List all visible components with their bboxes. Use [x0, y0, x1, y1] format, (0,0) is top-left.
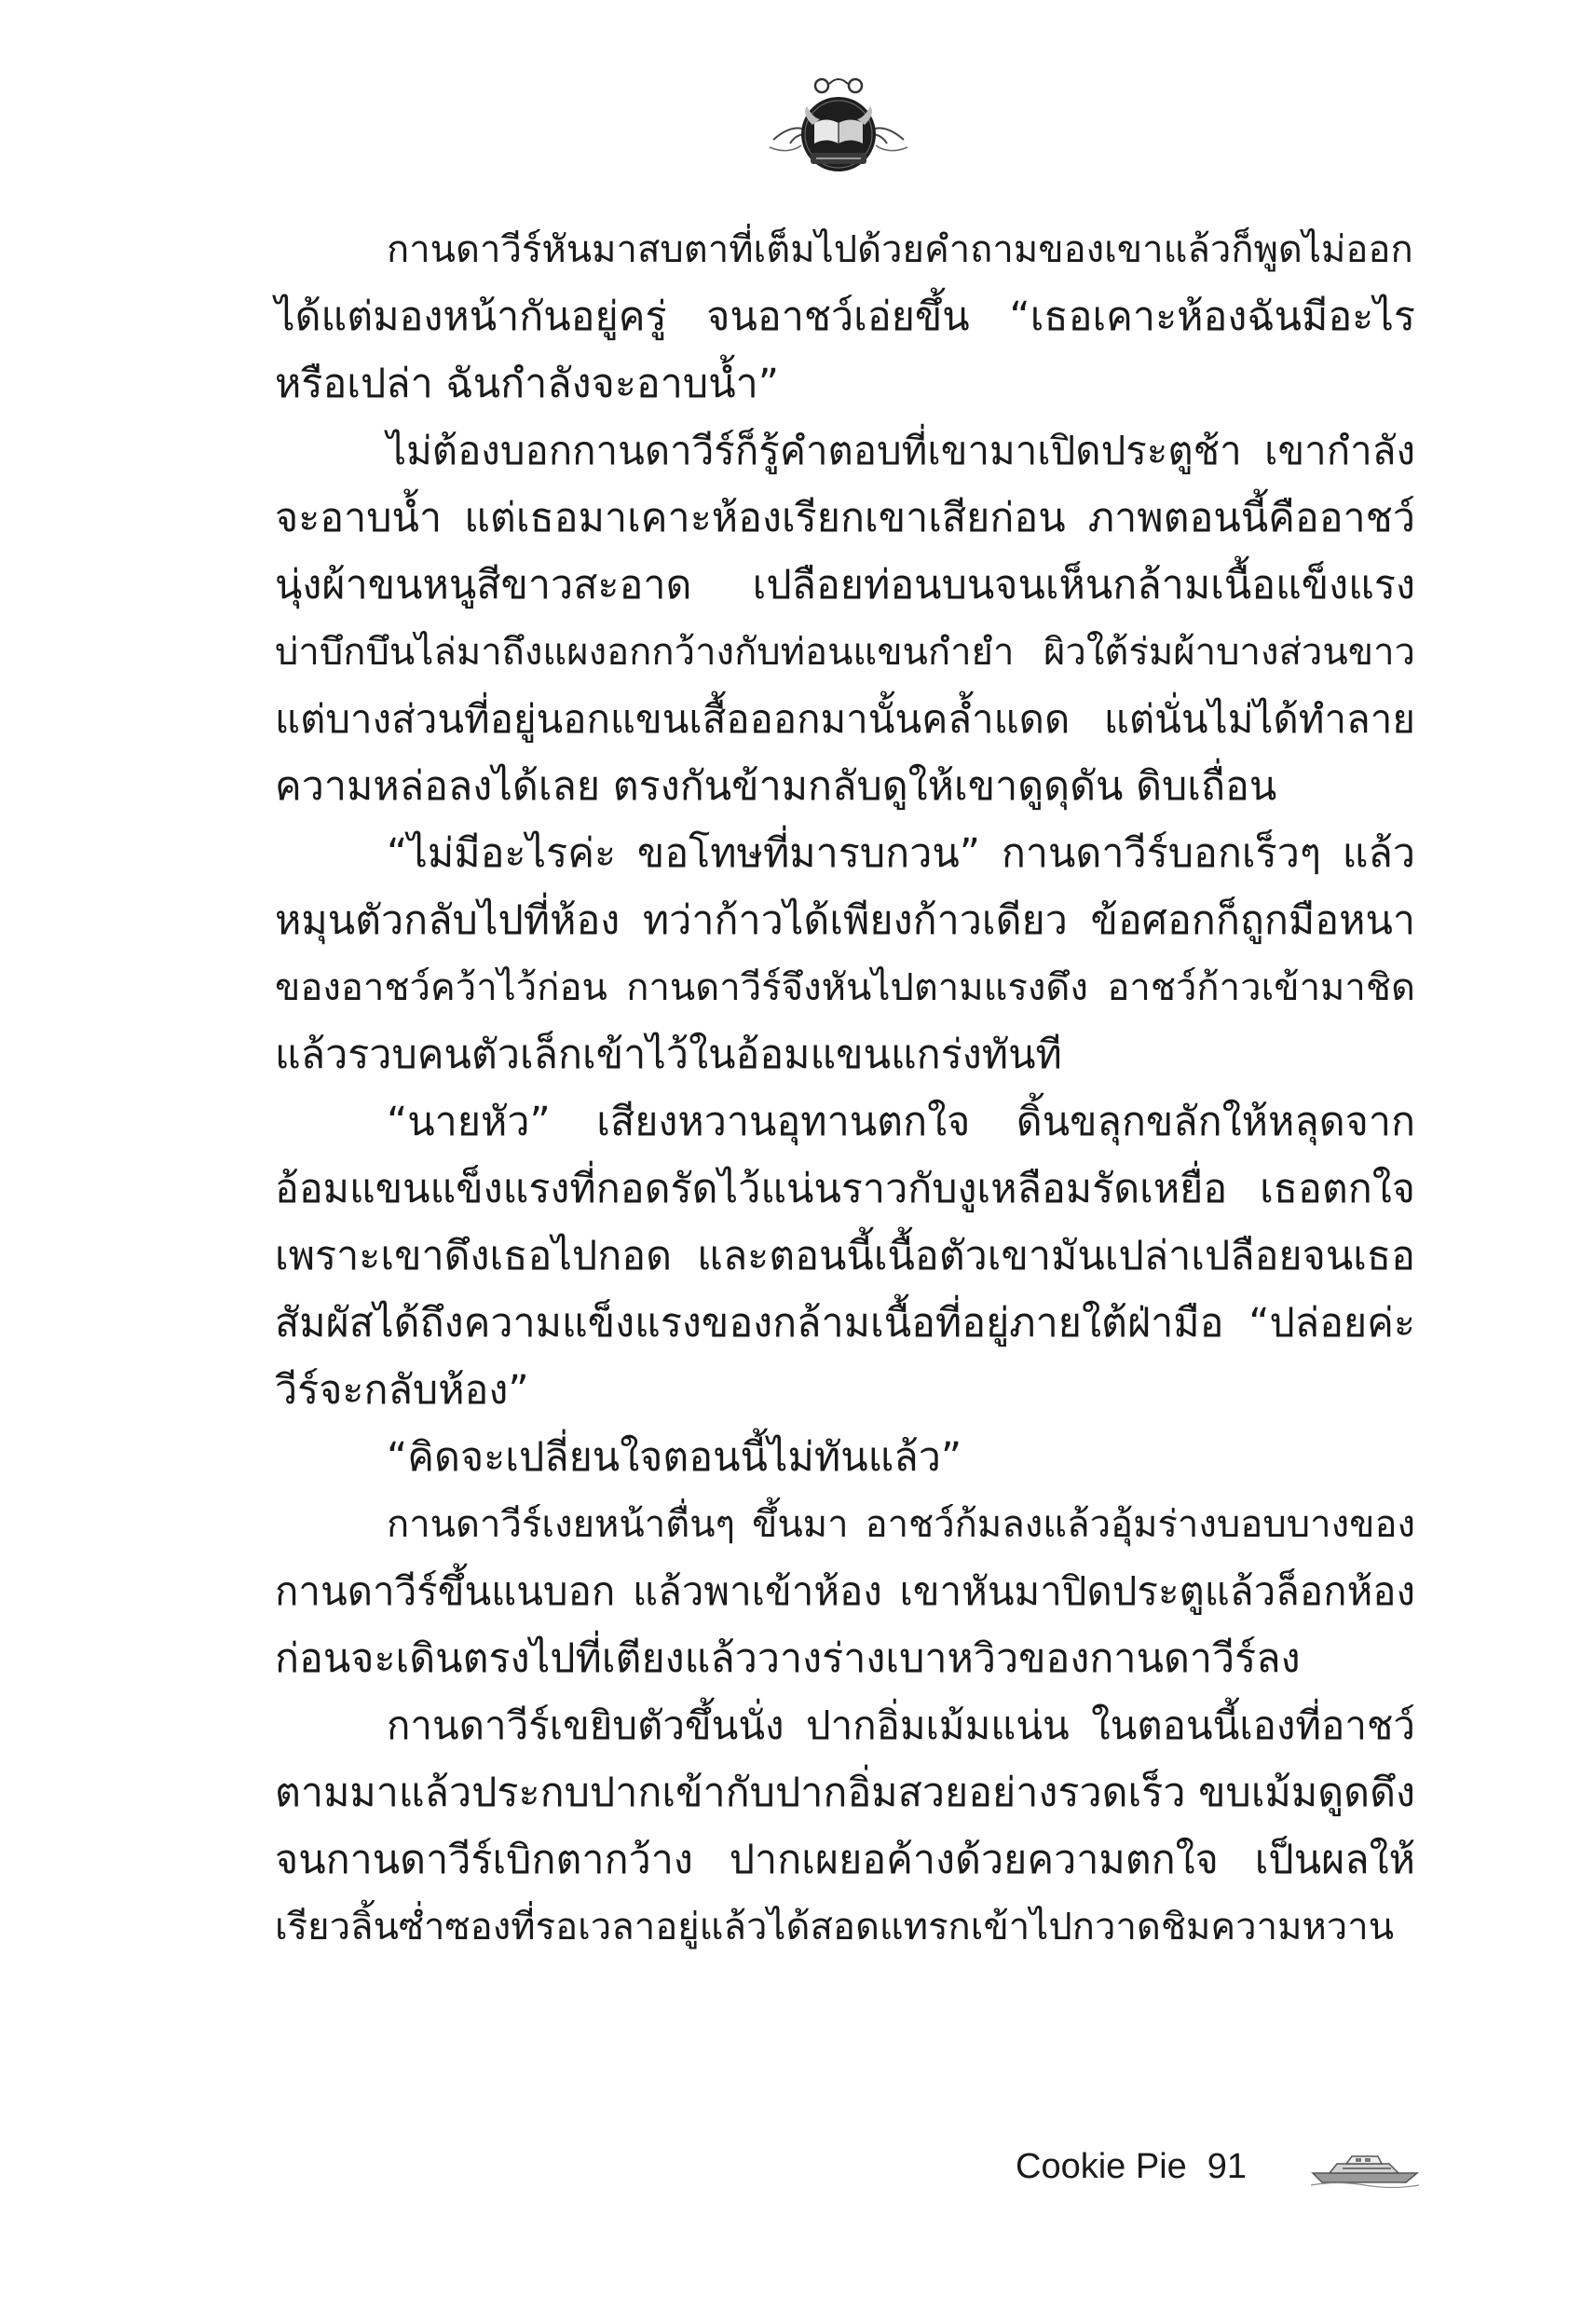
- text-line: กานดาวีร์ขึ้นแนบอก แล้วพาเข้าห้อง เขาหันมาปิดประตูแล้วล็อกห้อง: [275, 1568, 1415, 1614]
- text-line: “คิดจะเปลี่ยนใจตอนนี้ไม่ทันแล้ว”: [387, 1434, 962, 1481]
- text-line: กานดาวีร์เขยิบตัวขึ้นนั่ง ปากอิ่มเม้มแน่น ในตอนนี้เองที่อาชว์: [387, 1702, 1415, 1748]
- text-line: กานดาวีร์หันมาสบตาที่เต็มไปด้วยคำถามของเขาแล้วก็พูดไม่ออก: [387, 228, 1413, 271]
- book-title: Cookie Pie: [1016, 2147, 1187, 2186]
- text-line: “นายหัว” เสียงหวานอุทานตกใจ ดิ้นขลุกขลักให้หลุดจาก: [387, 1099, 1415, 1145]
- text-line: ความหล่อลงได้เลย ตรงกันข้ามกลับดูให้เขาดูดุดัน ดิบเถื่อน: [275, 763, 1277, 810]
- text-line: นุ่งผ้าขนหนูสีขาวสะอาด เปลือยท่อนบนจนเห็นกล้ามเนื้อแข็งแรง: [275, 562, 1415, 609]
- text-line: บ่าบึกบึนไล่มาถึงแผงอกกว้างกับท่อนแขนกำยำ ผิวใต้ร่มผ้าบางส่วนขาว: [275, 631, 1415, 674]
- text-line: จะอาบน้ำ แต่เธอมาเคาะห้องเรียกเขาเสียก่อน ภาพตอนนี้คืออาชว์: [275, 495, 1415, 541]
- text-line: วีร์จะกลับห้อง”: [275, 1367, 529, 1414]
- page-footer: [1016, 2141, 1425, 2197]
- text-line: ไม่ต้องบอกกานดาวีร์ก็รู้คำตอบที่เขามาเปิดประตูช้า เขากำลัง: [387, 428, 1415, 473]
- text-line: หมุนตัวกลับไปที่ห้อง ทว่าก้าวได้เพียงก้าวเดียว ข้อศอกก็ถูกมือหนา: [275, 897, 1415, 944]
- text-line: แต่บางส่วนที่อยู่นอกแขนเสื้อออกมานั้นคล้ำแดด แต่นั่นไม่ได้ทำลาย: [275, 696, 1415, 742]
- text-line: ได้แต่มองหน้ากันอยู่ครู่ จนอาชว์เอ่ยขึ้น “เธอเคาะห้องฉันมีอะไร: [275, 294, 1415, 340]
- text-line: สัมผัสได้ถึงความแข็งแรงของกล้ามเนื้อที่อยู่ภายใต้ฝ่ามือ “ปล่อยค่ะ: [275, 1300, 1415, 1347]
- page-number: 91: [1207, 2147, 1248, 2186]
- text-line: อ้อมแขนแข็งแรงที่กอดรัดไว้แน่นราวกับงูเหลือมรัดเหยื่อ เธอตกใจ: [275, 1166, 1415, 1212]
- book-crest-emblem-icon: [764, 67, 913, 188]
- text-line: จนกานดาวีร์เบิกตากว้าง ปากเผยอค้างด้วยความตกใจ เป็นผลให้: [275, 1837, 1415, 1883]
- text-line: หรือเปล่า ฉันกำลังจะอาบน้ำ”: [275, 361, 780, 407]
- text-line: ตามมาแล้วประกบปากเข้ากับปากอิ่มสวยอย่างรวดเร็ว ขบเม้มดูดดึง: [275, 1770, 1415, 1816]
- story-text: [275, 216, 1415, 1961]
- text-line: ก่อนจะเดินตรงไปที่เตียงแล้ววางร่างเบาหวิวของกานดาวีร์ลง: [275, 1635, 1301, 1682]
- text-line: แล้วรวบคนตัวเล็กเข้าไว้ในอ้อมแขนแกร่งทันที: [275, 1032, 1062, 1078]
- text-line: เรียวลิ้นซ่ำซองที่รอเวลาอยู่แล้วได้สอดแทรกเข้าไปกวาดชิมความหวาน: [275, 1906, 1395, 1949]
- text-line: “ไม่มีอะไรค่ะ ขอโทษที่มารบกวน” กานดาวีร์บอกเร็วๆ แล้ว: [387, 830, 1415, 877]
- text-line: ของอาชว์คว้าไว้ก่อน กานดาวีร์จึงหันไปตามแรงดึง อาชว์ก้าวเข้ามาชิด: [275, 966, 1415, 1009]
- text-line: เพราะเขาดึงเธอไปกอด และตอนนี้เนื้อตัวเขามันเปล่าเปลือยจนเธอ: [275, 1233, 1415, 1279]
- footer-label: [1016, 2147, 1247, 2187]
- yacht-icon: [1309, 2145, 1421, 2188]
- text-line: กานดาวีร์เงยหน้าตื่นๆ ขึ้นมา อาชว์ก้มลงแล้วอุ้มร่างบอบบางของ: [387, 1503, 1415, 1546]
